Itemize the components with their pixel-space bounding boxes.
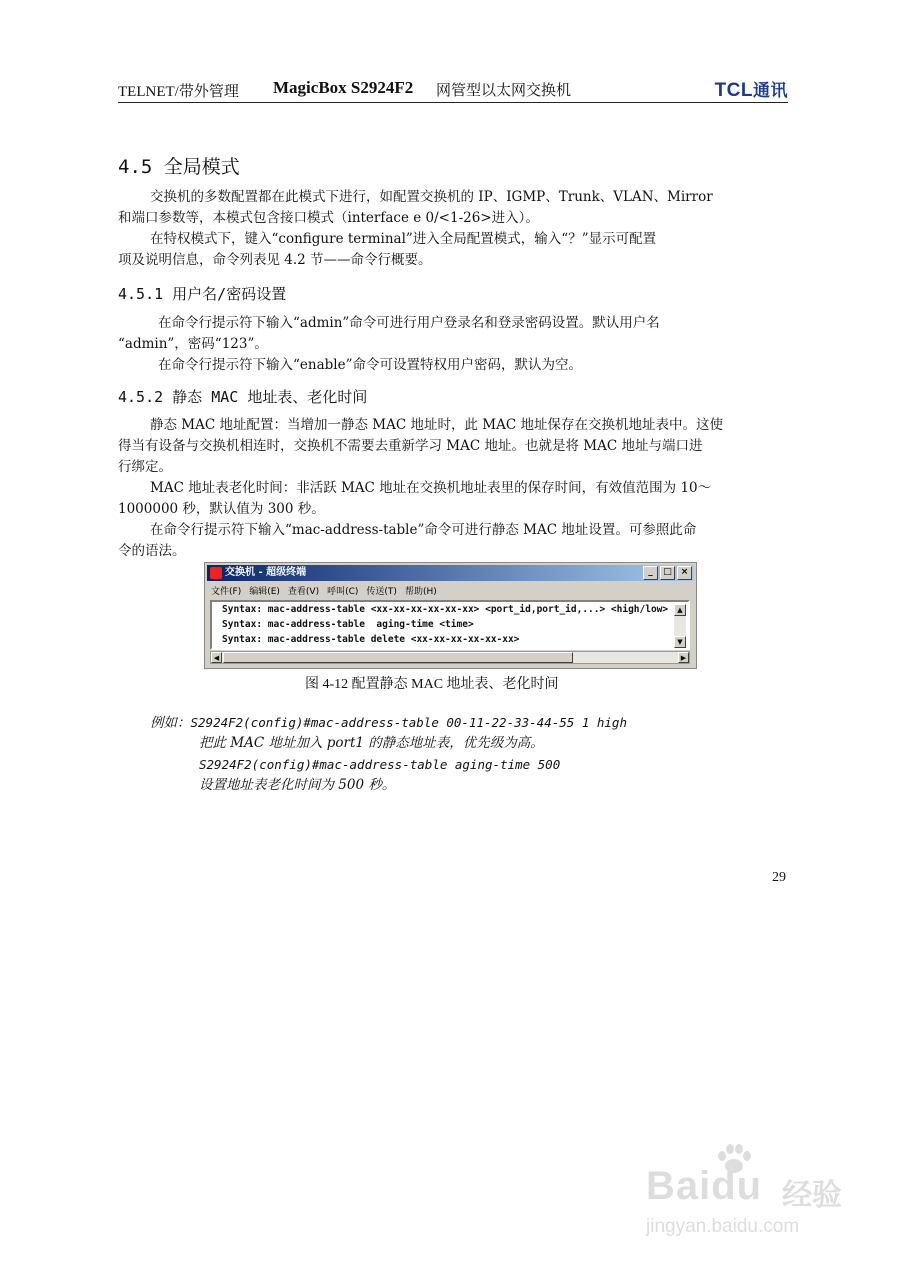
scroll-down-icon[interactable]: ▼ <box>674 636 686 648</box>
maximize-icon[interactable]: □ <box>660 566 675 580</box>
menu-edit[interactable]: 编辑(E) <box>249 587 280 597</box>
watermark-url: jingyan.baidu.com <box>646 1216 800 1237</box>
example-desc-1: 把此 MAC 地址加入 port1 的静态地址表，优先级为高。 <box>199 735 544 751</box>
vertical-scrollbar[interactable] <box>674 604 686 648</box>
figure-caption: 图 4-12 配置静态 MAC 地址表、老化时间 <box>305 677 559 692</box>
menu-help[interactable]: 帮助(H) <box>404 587 437 597</box>
sub2-line-5: 1000000 秒，默认值为 300 秒。 <box>118 501 325 517</box>
example-command-1: S2924F2(config)#mac-address-table 00-11-22-33-44-55 1 high <box>190 715 627 730</box>
example-command-2 <box>199 754 560 776</box>
sub2-line-6: 在命令行提示符下输入“mac-address-table”命令可进行静态 MAC 地址设置。可参照此命 <box>150 522 697 538</box>
intro-line-3: 在特权模式下，键入“configure terminal”进入全局配置模式，输入“？”显示可配置 <box>150 231 657 247</box>
section-intro <box>118 187 788 271</box>
example-prefix: 例如： <box>150 715 191 731</box>
terminal-line-2: Syntax: mac-address-table aging-time <time> <box>222 619 474 630</box>
sub2-line-4: MAC 地址表老化时间：非活跃 MAC 地址在交换机地址表里的保存时间，有效值范围为 10～ <box>150 480 712 496</box>
subsection-1-body <box>118 313 788 376</box>
hyperterminal-window <box>204 562 697 669</box>
scroll-right-icon[interactable]: ▶ <box>678 652 689 663</box>
sub2-line-2: 得当有设备与交换机相连时，交换机不需要去重新学习 MAC 地址。也就是将 MAC 地址与端口进 <box>118 438 703 454</box>
page-header <box>118 78 788 103</box>
window-menubar <box>211 584 437 597</box>
tcl-logo <box>715 76 788 102</box>
header-product: 网管型以太网交换机 <box>436 81 572 99</box>
close-icon[interactable]: × <box>677 566 692 580</box>
header-section: TELNET/带外管理 <box>118 84 239 100</box>
sub2-line-1: 静态 MAC 地址配置：当增加一静态 MAC 地址时，此 MAC 地址保存在交换机地址表中。这使 <box>150 417 723 433</box>
intro-line-2: 和端口参数等，本模式包含接口模式（interface e 0/<1-26>进入）。 <box>118 210 539 226</box>
header-model: MagicBox S2924F2 <box>273 78 414 97</box>
sub2-line-3: 行绑定。 <box>118 459 172 475</box>
intro-line-4: 项及说明信息，命令列表见 4.2 节——命令行概要。 <box>118 252 432 268</box>
subsection-title-1: 4.5.1 用户名/密码设置 <box>118 285 287 303</box>
horizontal-scroll-thumb[interactable] <box>223 652 573 663</box>
watermark-brand: Baidu <box>646 1164 763 1208</box>
sub1-line-1: 在命令行提示符下输入“admin”命令可进行用户登录名和登录密码设置。默认用户名 <box>158 315 660 331</box>
example-command-2-text: S2924F2(config)#mac-address-table aging-time 500 <box>199 757 561 772</box>
page-number: 29 <box>772 870 786 885</box>
sub2-line-7: 令的语法。 <box>118 543 186 559</box>
minimize-icon[interactable]: _ <box>643 566 658 580</box>
menu-call[interactable]: 呼叫(C) <box>327 587 359 597</box>
window-titlebar <box>207 565 694 581</box>
subsection-title-2: 4.5.2 静态 MAC 地址表、老化时间 <box>118 388 368 406</box>
baidu-watermark <box>640 1150 870 1250</box>
window-title: 交换机 - 超级终端 <box>225 567 307 578</box>
terminal-app-icon <box>210 567 222 579</box>
logo-cn: 通讯 <box>753 81 788 100</box>
section-title: 4.5 全局模式 <box>118 156 240 178</box>
scroll-left-icon[interactable]: ◀ <box>211 652 222 663</box>
terminal-area[interactable] <box>210 600 690 650</box>
window-controls <box>643 566 692 580</box>
menu-file[interactable]: 文件(F) <box>211 587 242 597</box>
example-desc-2: 设置地址表老化时间为 500 秒。 <box>199 777 396 793</box>
terminal-line-3: Syntax: mac-address-table delete <xx-xx-xx-xx-xx-xx> <box>222 634 520 645</box>
sub1-line-2: “admin”，密码“123”。 <box>118 336 268 352</box>
menu-view[interactable]: 查看(V) <box>287 587 320 597</box>
scroll-up-icon[interactable]: ▲ <box>674 604 686 616</box>
terminal-line-1: Syntax: mac-address-table <xx-xx-xx-xx-xx-xx> <port_id,port_id,...> <high/low> <box>222 604 669 615</box>
horizontal-scrollbar[interactable] <box>210 651 690 664</box>
menu-transfer[interactable]: 传送(T) <box>366 587 397 597</box>
watermark-brand-cn: 经验 <box>782 1178 842 1213</box>
logo-text: TCL <box>714 80 753 101</box>
sub1-line-3: 在命令行提示符下输入“enable”命令可设置特权用户密码，默认为空。 <box>158 357 582 373</box>
subsection-2-body <box>118 415 788 562</box>
example-line-1 <box>150 712 627 734</box>
intro-line-1: 交换机的多数配置都在此模式下进行，如配置交换机的 IP、IGMP、Trunk、VLAN、Mirror <box>150 189 713 205</box>
